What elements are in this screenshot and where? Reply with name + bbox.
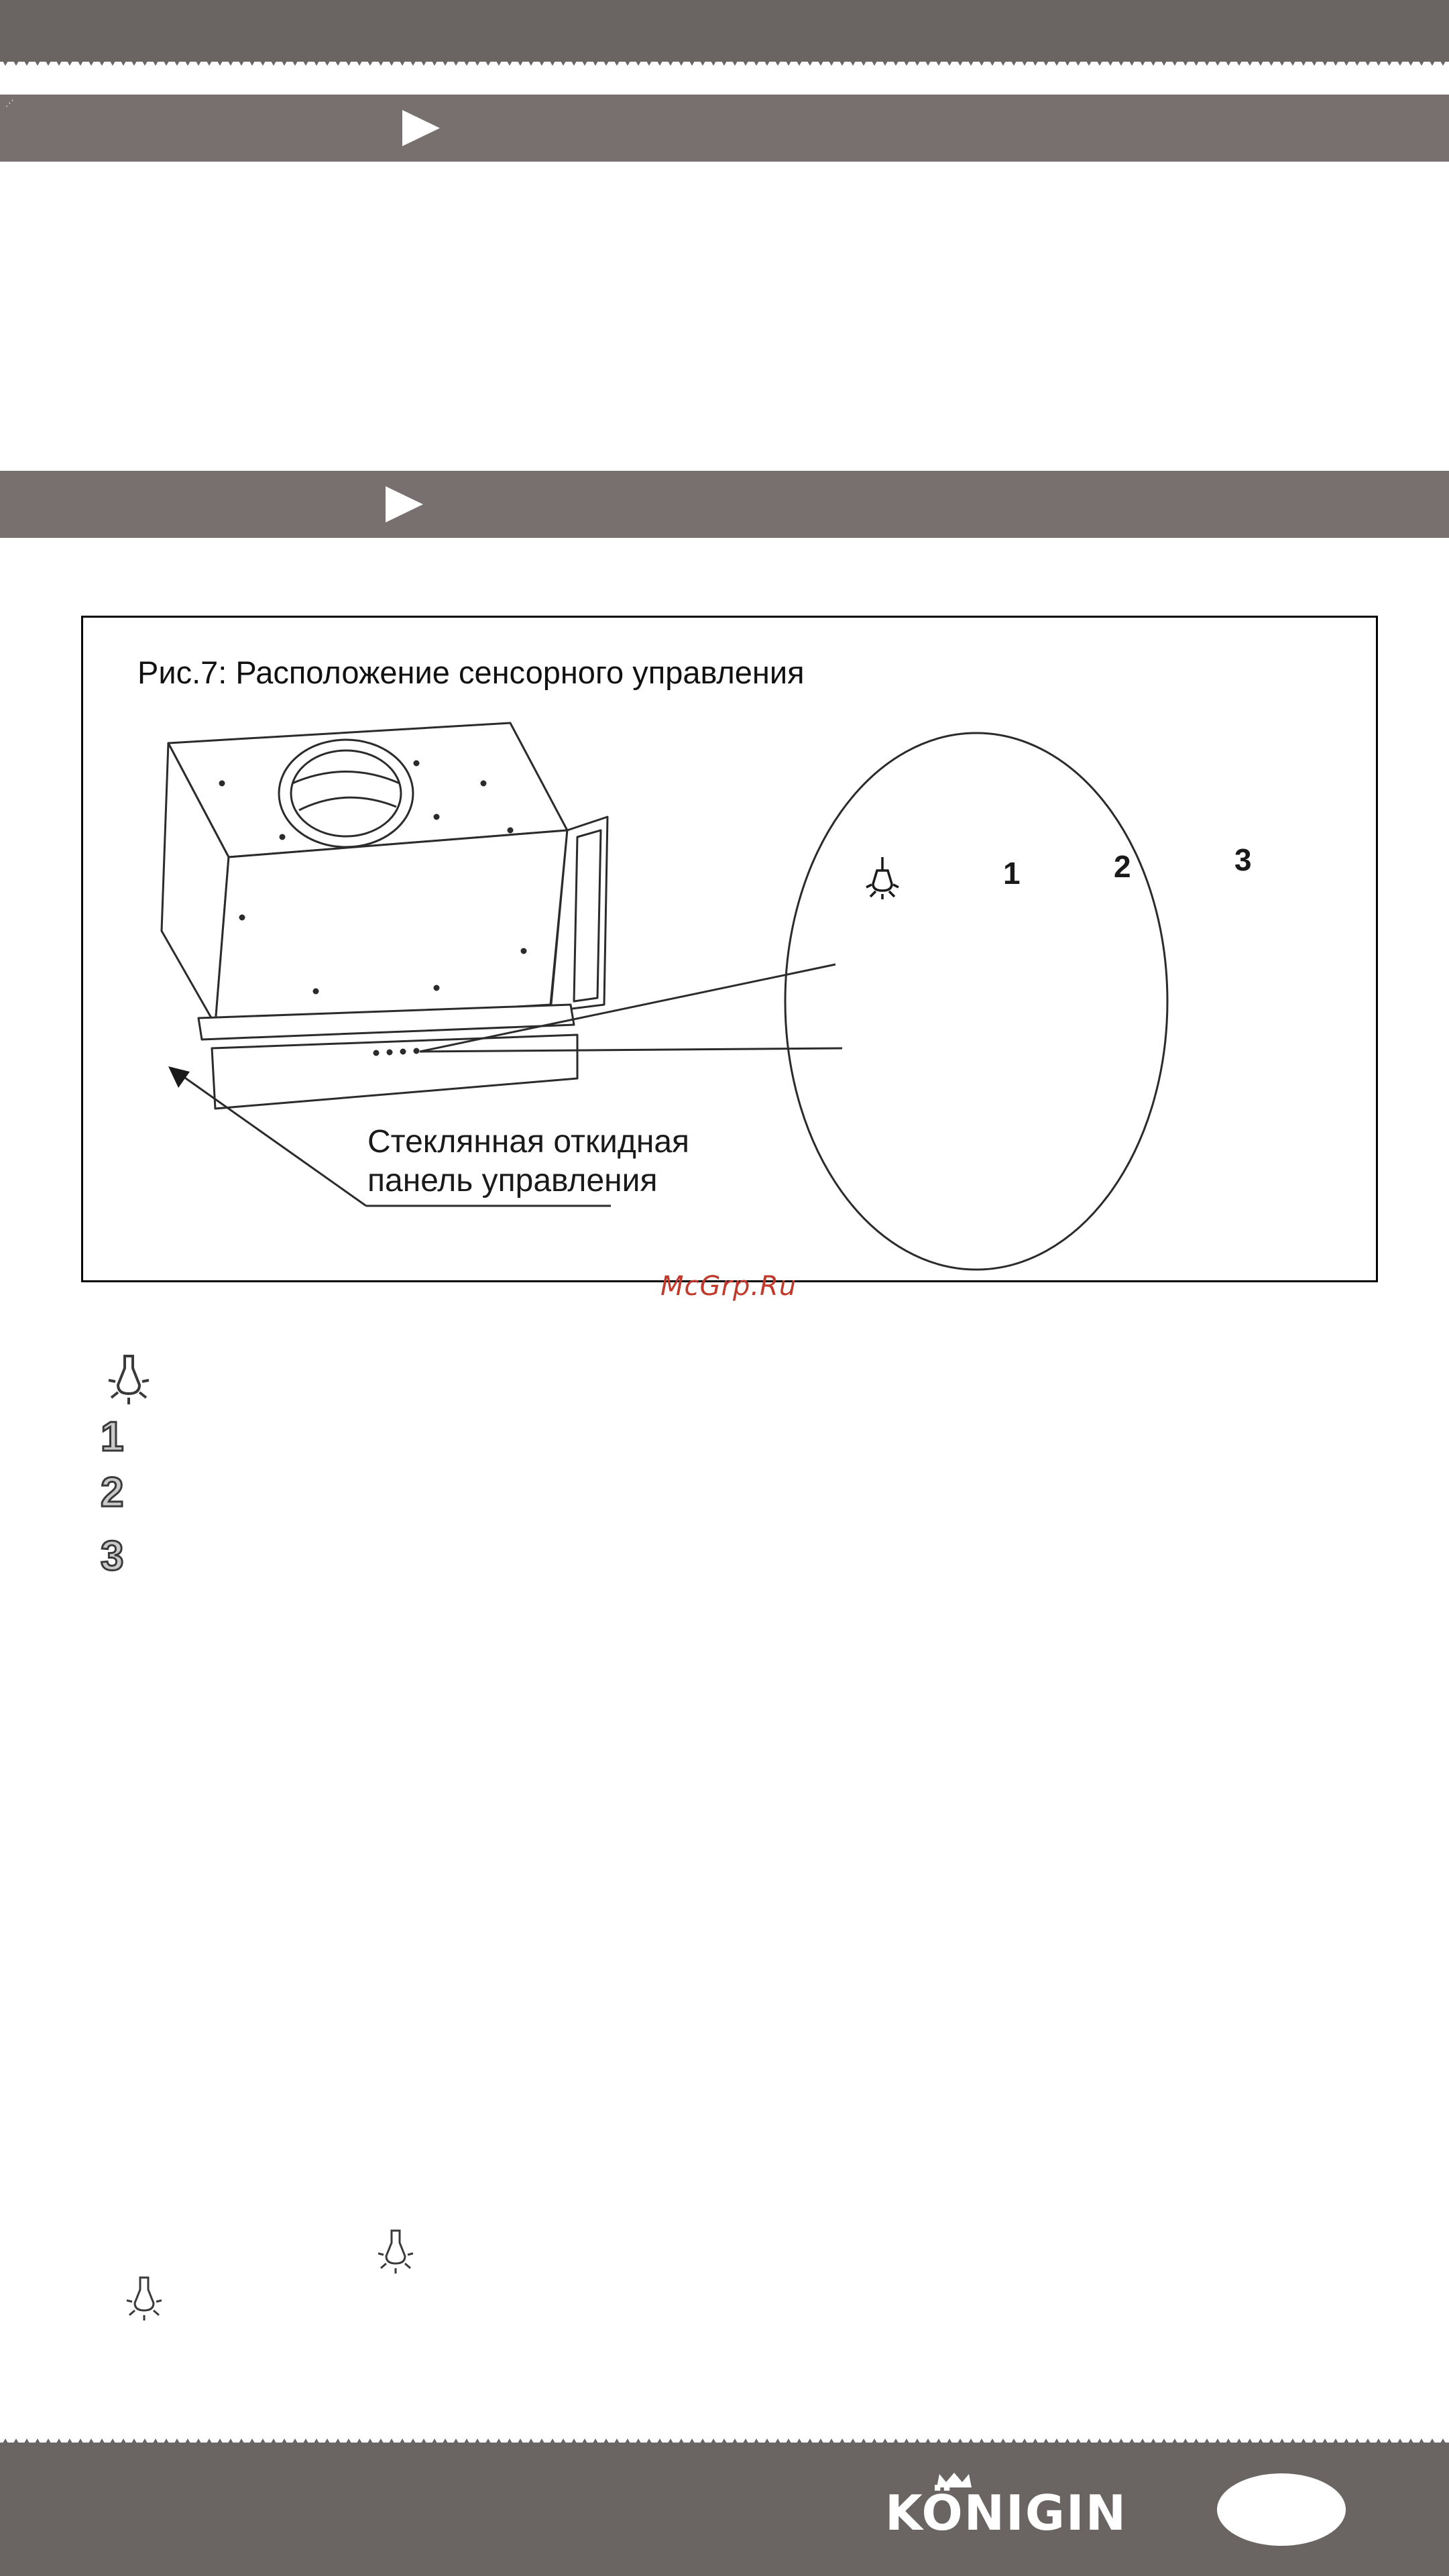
section-bar-2 <box>0 471 1449 538</box>
watermark: McGrp.Ru <box>660 1271 797 1302</box>
figure-title: Рис.7: Расположение сенсорного управления <box>137 655 805 690</box>
zoom-number-1: 1 <box>1003 856 1021 891</box>
zoom-number-2: 2 <box>1114 849 1131 884</box>
legend-speed-3: 3 <box>101 1533 124 1579</box>
callout-line-2: панель управления <box>367 1163 658 1198</box>
top-band-serration <box>0 56 1449 68</box>
corner-mark-icon: ⋰ <box>5 99 14 109</box>
touch-dot <box>388 1050 392 1054</box>
glass-panel <box>212 1035 577 1109</box>
touch-dot <box>401 1050 405 1054</box>
range-hood-illustration <box>81 616 1378 1282</box>
legend-speed-2: 2 <box>101 1469 124 1516</box>
zoom-circle <box>785 733 1167 1270</box>
inline-light-bulb-icon <box>121 2274 168 2327</box>
section-bar-1 <box>0 95 1449 162</box>
callout-arrowhead <box>168 1066 190 1088</box>
top-band <box>0 0 1449 62</box>
zoom-number-3: 3 <box>1234 842 1252 877</box>
hood-side-face <box>215 830 567 1025</box>
touch-dot <box>414 1049 418 1053</box>
play-arrow-icon <box>386 486 423 522</box>
inline-light-bulb-icon <box>372 2227 419 2280</box>
legend-light-bulb-icon <box>101 1351 158 1412</box>
legend-speed-1: 1 <box>101 1414 124 1460</box>
brand-logo: KÖNIGIN <box>885 2485 1127 2541</box>
page-number-badge <box>1217 2473 1346 2546</box>
callout-line-1: Стеклянная откидная <box>367 1124 690 1160</box>
play-arrow-icon <box>402 110 440 146</box>
zoom-light-bulb-icon <box>866 857 899 899</box>
touch-dot <box>374 1051 378 1055</box>
